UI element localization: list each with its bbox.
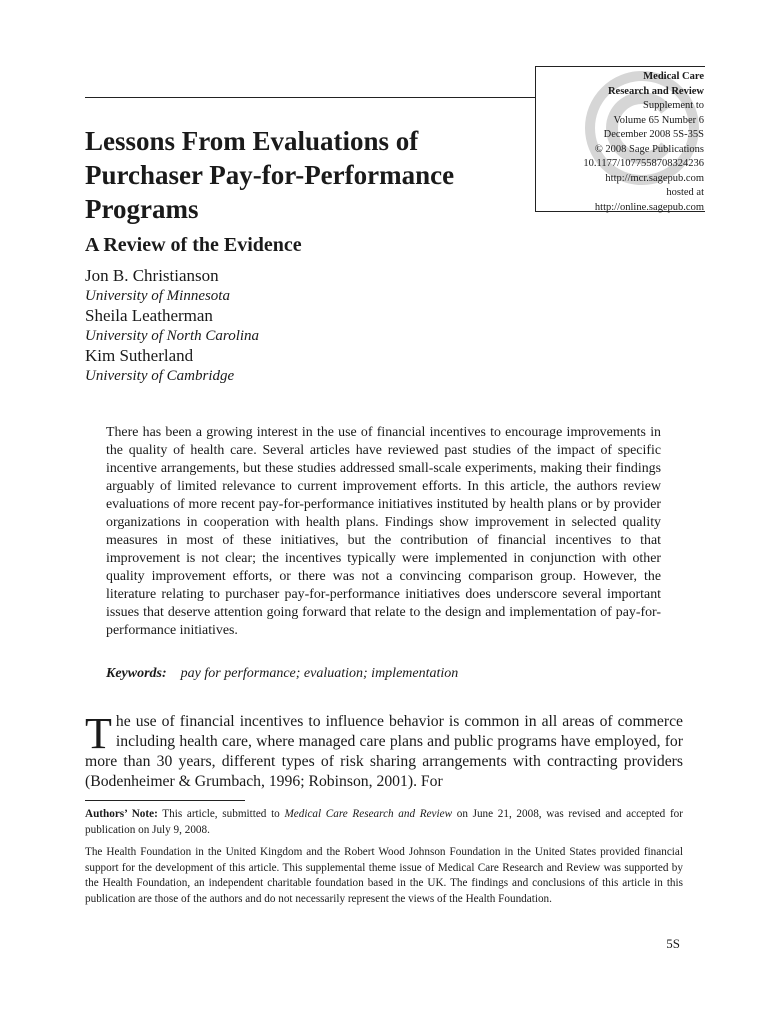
page-number: 5S — [666, 936, 680, 951]
journal-info-line: http://online.sagepub.com — [594, 201, 704, 213]
author-name: Sheila Leatherman — [85, 306, 213, 325]
keywords-label: Keywords: — [106, 666, 167, 681]
journal-name-line2: Research and Review — [607, 85, 704, 97]
journal-info-line: 10.1177/1077558708324236 — [583, 158, 704, 169]
author-affiliation: University of North Carolina — [85, 328, 260, 344]
keywords — [106, 665, 458, 683]
journal-info-line: http://mcr.sagepub.com — [605, 172, 704, 184]
footnote — [85, 807, 683, 914]
journal-info — [534, 70, 704, 215]
author-name: Kim Sutherland — [85, 346, 194, 365]
authors-note-label: Authors’ Note: — [85, 808, 158, 820]
authors-note-text: This article, submitted to — [157, 808, 285, 820]
journal-info-line: December 2008 5S-35S — [603, 129, 704, 140]
authors-note — [85, 807, 683, 838]
article-title: Lessons From Evaluations of Purchaser Pay-for-Performance Programs — [85, 126, 455, 224]
journal-info-line: Supplement to — [643, 100, 704, 111]
article-subtitle: A Review of the Evidence — [85, 234, 302, 256]
authors-note-text: on June 21, 2008, was revised and accepted for publication on July 9, 2008. — [85, 808, 683, 836]
footnote-rule — [85, 800, 245, 801]
journal-name-line1: Medical Care — [643, 71, 704, 82]
abstract: There has been a growing interest in the use of financial incentives to encourage improvements in the quality of health care. Several articles have reviewed past studies of the impact of specific incentive arrangements, but these studies addressed small-scale experiments, making their findings arguably of limited relevance to current improvement efforts. In this article, the authors review evaluations of more recent pay-for-performance initiatives instituted by health plans or by provider organizations in cooperation with health plans. Findings show improvement in selected quality measures in most of these initiatives, but the contribution of financial incentives to that improvement is not clear; the incentives typically were implemented in conjunction with other quality improvement efforts, or there was not a convincing comparison group. However, the literature relating to purchaser pay-for-performance initiatives does underscore several important issues that deserve attention going forward that relate to the design and implementation of pay-for-performance initiatives. — [106, 425, 661, 638]
keywords-values: pay for performance; evaluation; implementation — [180, 666, 459, 681]
author-affiliation: University of Cambridge — [85, 368, 235, 384]
authors-note-journal: Medical Care Research and Review — [284, 808, 453, 820]
header-rule — [85, 97, 535, 98]
journal-box-bottom-rule — [535, 211, 705, 212]
journal-info-line: hosted at — [666, 187, 704, 198]
body-paragraph — [85, 709, 683, 792]
author-affiliation: University of Minnesota — [85, 288, 230, 304]
funding-note: The Health Foundation in the United Kingdom and the Robert Wood Johnson Foundation in the United States provided financial support for the development of this article. This supplemental theme issue of Medical Care Research and Review was supported by the Health Foundation, an independent charitable foundation based in the UK. The findings and conclusions of this article in this publication are those of the authors and do not necessarily represent the views of the Health Foundation. — [85, 846, 683, 905]
journal-info-line: Volume 65 Number 6 — [613, 114, 704, 126]
journal-info-line: © 2008 Sage Publications — [594, 143, 704, 155]
drop-cap: T — [85, 709, 112, 758]
author-name: Jon B. Christianson — [85, 266, 219, 285]
body-text: he use of financial incentives to influence behavior is common in all areas of commerce including health care, where managed care plans and public programs have employed, for more than 30 years, different types of risk sharing arrangements with contracting providers (Bodenheimer & Grumbach, 1996; Robinson, 2001). For — [85, 713, 683, 790]
